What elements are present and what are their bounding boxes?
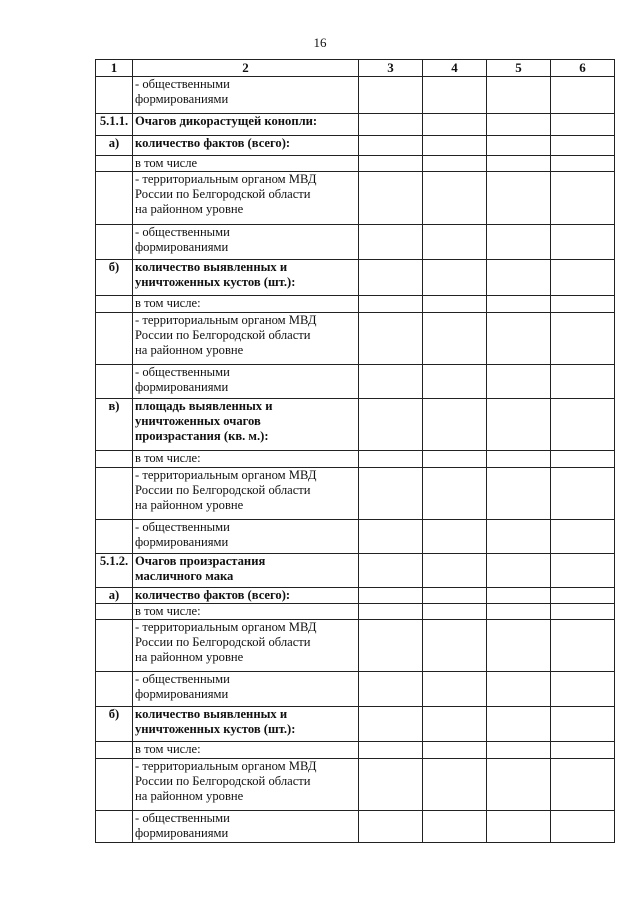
- table-body: [96, 77, 615, 843]
- row-description: [133, 811, 359, 843]
- row-description: [133, 742, 359, 759]
- value-cell-col-6: [551, 172, 615, 225]
- row-number: [96, 759, 133, 811]
- row-number: а): [96, 588, 133, 604]
- description-line: уничтоженных кустов (шт.):: [135, 722, 296, 736]
- value-cell-col-6: [551, 114, 615, 136]
- row-description: [133, 468, 359, 520]
- row-number: [96, 620, 133, 672]
- value-cell-col-3: [359, 588, 423, 604]
- description-line: Очагов произрастания: [135, 554, 266, 568]
- table-row: [96, 759, 615, 811]
- value-cell-col-3: [359, 520, 423, 554]
- value-cell-col-4: [423, 156, 487, 172]
- value-cell-col-6: [551, 520, 615, 554]
- value-cell-col-4: [423, 365, 487, 399]
- value-cell-col-3: [359, 742, 423, 759]
- value-cell-col-5: [487, 156, 551, 172]
- table-row: [96, 156, 615, 172]
- row-description: [133, 399, 359, 451]
- value-cell-col-6: [551, 742, 615, 759]
- header-col-4: 4: [423, 60, 487, 77]
- value-cell-col-4: [423, 707, 487, 742]
- row-number: [96, 520, 133, 554]
- description-line: в том числе:: [135, 604, 201, 618]
- description-line: площадь выявленных и: [135, 399, 273, 413]
- description-line: в том числе:: [135, 296, 201, 310]
- value-cell-col-3: [359, 468, 423, 520]
- description-line: России по Белгородской области: [135, 635, 311, 649]
- row-number: б): [96, 260, 133, 296]
- description-line: на районном уровне: [135, 343, 244, 357]
- value-cell-col-6: [551, 554, 615, 588]
- row-description: [133, 172, 359, 225]
- description-line: - территориальным органом МВД: [135, 759, 317, 773]
- row-number: [96, 225, 133, 260]
- value-cell-col-3: [359, 451, 423, 468]
- description-line: формированиями: [135, 687, 229, 701]
- row-number: [96, 468, 133, 520]
- description-line: количество фактов (всего):: [135, 588, 291, 602]
- row-description: [133, 672, 359, 707]
- description-line: на районном уровне: [135, 789, 244, 803]
- description-line: - общественными: [135, 365, 230, 379]
- value-cell-col-5: [487, 620, 551, 672]
- value-cell-col-6: [551, 156, 615, 172]
- description-line: на районном уровне: [135, 202, 244, 216]
- row-description: [133, 365, 359, 399]
- value-cell-col-3: [359, 225, 423, 260]
- value-cell-col-4: [423, 136, 487, 156]
- table-row: [96, 114, 615, 136]
- value-cell-col-6: [551, 136, 615, 156]
- value-cell-col-4: [423, 260, 487, 296]
- row-description: [133, 759, 359, 811]
- row-number: [96, 742, 133, 759]
- value-cell-col-3: [359, 296, 423, 313]
- header-col-6: 6: [551, 60, 615, 77]
- value-cell-col-3: [359, 759, 423, 811]
- page-number: 16: [313, 35, 327, 50]
- row-description: [133, 77, 359, 114]
- description-line: России по Белгородской области: [135, 187, 311, 201]
- value-cell-col-5: [487, 365, 551, 399]
- description-line: России по Белгородской области: [135, 328, 311, 342]
- description-line: в том числе: [135, 156, 198, 170]
- table-row: [96, 172, 615, 225]
- row-description: [133, 136, 359, 156]
- description-line: формированиями: [135, 380, 229, 394]
- value-cell-col-5: [487, 759, 551, 811]
- table-row: [96, 399, 615, 451]
- row-number: [96, 811, 133, 843]
- description-line: - общественными: [135, 77, 230, 91]
- row-description: [133, 604, 359, 620]
- row-number: [96, 313, 133, 365]
- description-line: на районном уровне: [135, 498, 244, 512]
- value-cell-col-4: [423, 225, 487, 260]
- value-cell-col-4: [423, 811, 487, 843]
- row-description: [133, 554, 359, 588]
- value-cell-col-3: [359, 707, 423, 742]
- description-line: - территориальным органом МВД: [135, 620, 317, 634]
- value-cell-col-3: [359, 554, 423, 588]
- description-line: - общественными: [135, 672, 230, 686]
- row-number: 5.1.1.: [96, 114, 133, 136]
- description-line: - территориальным органом МВД: [135, 313, 317, 327]
- table-row: [96, 811, 615, 843]
- value-cell-col-5: [487, 136, 551, 156]
- row-number: 5.1.2.: [96, 554, 133, 588]
- value-cell-col-6: [551, 604, 615, 620]
- description-line: в том числе:: [135, 742, 201, 756]
- description-line: формированиями: [135, 535, 229, 549]
- value-cell-col-4: [423, 604, 487, 620]
- value-cell-col-3: [359, 672, 423, 707]
- description-line: произрастания (кв. м.):: [135, 429, 269, 443]
- header-col-1: 1: [96, 60, 133, 77]
- row-description: [133, 313, 359, 365]
- row-description: [133, 520, 359, 554]
- value-cell-col-5: [487, 672, 551, 707]
- table-row: [96, 672, 615, 707]
- value-cell-col-6: [551, 620, 615, 672]
- value-cell-col-3: [359, 260, 423, 296]
- value-cell-col-5: [487, 296, 551, 313]
- value-cell-col-5: [487, 313, 551, 365]
- description-line: - общественными: [135, 520, 230, 534]
- value-cell-col-6: [551, 451, 615, 468]
- value-cell-col-4: [423, 172, 487, 225]
- description-line: - общественными: [135, 811, 230, 825]
- value-cell-col-4: [423, 588, 487, 604]
- row-description: [133, 260, 359, 296]
- row-number: [96, 451, 133, 468]
- description-line: количество выявленных и: [135, 707, 288, 721]
- description-line: в том числе:: [135, 451, 201, 465]
- row-description: [133, 707, 359, 742]
- value-cell-col-6: [551, 77, 615, 114]
- row-number: а): [96, 136, 133, 156]
- header-col-5: 5: [487, 60, 551, 77]
- header-row: [96, 60, 615, 77]
- value-cell-col-4: [423, 620, 487, 672]
- table-row: [96, 296, 615, 313]
- value-cell-col-4: [423, 520, 487, 554]
- row-description: [133, 620, 359, 672]
- value-cell-col-3: [359, 77, 423, 114]
- table-row: [96, 225, 615, 260]
- value-cell-col-4: [423, 451, 487, 468]
- value-cell-col-6: [551, 759, 615, 811]
- description-line: уничтоженных очагов: [135, 414, 261, 428]
- value-cell-col-5: [487, 114, 551, 136]
- table-row: [96, 313, 615, 365]
- description-line: - общественными: [135, 225, 230, 239]
- value-cell-col-4: [423, 114, 487, 136]
- row-number: [96, 365, 133, 399]
- row-description: [133, 451, 359, 468]
- value-cell-col-6: [551, 468, 615, 520]
- value-cell-col-5: [487, 707, 551, 742]
- row-number: [96, 77, 133, 114]
- value-cell-col-5: [487, 172, 551, 225]
- description-line: России по Белгородской области: [135, 483, 311, 497]
- table-row: [96, 260, 615, 296]
- value-cell-col-5: [487, 451, 551, 468]
- row-description: [133, 225, 359, 260]
- description-line: Очагов дикорастущей конопли:: [135, 114, 318, 128]
- description-line: количество фактов (всего):: [135, 136, 291, 150]
- description-line: на районном уровне: [135, 650, 244, 664]
- value-cell-col-3: [359, 620, 423, 672]
- header-col-3: 3: [359, 60, 423, 77]
- value-cell-col-5: [487, 811, 551, 843]
- value-cell-col-6: [551, 296, 615, 313]
- row-number: [96, 296, 133, 313]
- value-cell-col-3: [359, 399, 423, 451]
- value-cell-col-6: [551, 672, 615, 707]
- row-number: б): [96, 707, 133, 742]
- row-description: [133, 156, 359, 172]
- row-number: [96, 172, 133, 225]
- table-row: [96, 365, 615, 399]
- row-number: [96, 672, 133, 707]
- value-cell-col-6: [551, 399, 615, 451]
- description-line: масличного мака: [135, 569, 234, 583]
- value-cell-col-6: [551, 225, 615, 260]
- value-cell-col-4: [423, 759, 487, 811]
- value-cell-col-3: [359, 156, 423, 172]
- row-description: [133, 296, 359, 313]
- row-description: [133, 114, 359, 136]
- value-cell-col-5: [487, 742, 551, 759]
- value-cell-col-5: [487, 554, 551, 588]
- table-row: [96, 620, 615, 672]
- description-line: формированиями: [135, 826, 229, 840]
- value-cell-col-4: [423, 77, 487, 114]
- table-row: [96, 520, 615, 554]
- description-line: количество выявленных и: [135, 260, 288, 274]
- report-table: [95, 59, 615, 843]
- value-cell-col-3: [359, 365, 423, 399]
- table-row: [96, 136, 615, 156]
- description-line: формированиями: [135, 92, 229, 106]
- value-cell-col-3: [359, 136, 423, 156]
- row-number: в): [96, 399, 133, 451]
- row-number: [96, 156, 133, 172]
- table-row: [96, 604, 615, 620]
- table-row: [96, 451, 615, 468]
- value-cell-col-6: [551, 811, 615, 843]
- value-cell-col-3: [359, 313, 423, 365]
- value-cell-col-3: [359, 604, 423, 620]
- table-row: [96, 588, 615, 604]
- value-cell-col-3: [359, 114, 423, 136]
- value-cell-col-4: [423, 742, 487, 759]
- table-row: [96, 77, 615, 114]
- value-cell-col-5: [487, 225, 551, 260]
- description-line: - территориальным органом МВД: [135, 468, 317, 482]
- value-cell-col-4: [423, 672, 487, 707]
- description-line: формированиями: [135, 240, 229, 254]
- value-cell-col-6: [551, 707, 615, 742]
- value-cell-col-4: [423, 554, 487, 588]
- description-line: уничтоженных кустов (шт.):: [135, 275, 296, 289]
- value-cell-col-4: [423, 296, 487, 313]
- table-row: [96, 554, 615, 588]
- value-cell-col-5: [487, 604, 551, 620]
- row-description: [133, 588, 359, 604]
- value-cell-col-3: [359, 172, 423, 225]
- description-line: - территориальным органом МВД: [135, 172, 317, 186]
- value-cell-col-4: [423, 313, 487, 365]
- value-cell-col-6: [551, 365, 615, 399]
- value-cell-col-5: [487, 588, 551, 604]
- description-line: России по Белгородской области: [135, 774, 311, 788]
- value-cell-col-5: [487, 399, 551, 451]
- value-cell-col-3: [359, 811, 423, 843]
- row-number: [96, 604, 133, 620]
- value-cell-col-5: [487, 77, 551, 114]
- header-col-2: 2: [133, 60, 359, 77]
- value-cell-col-6: [551, 588, 615, 604]
- value-cell-col-5: [487, 520, 551, 554]
- table-row: [96, 742, 615, 759]
- table-row: [96, 707, 615, 742]
- value-cell-col-4: [423, 468, 487, 520]
- table-row: [96, 468, 615, 520]
- value-cell-col-6: [551, 313, 615, 365]
- value-cell-col-5: [487, 260, 551, 296]
- value-cell-col-4: [423, 399, 487, 451]
- value-cell-col-6: [551, 260, 615, 296]
- value-cell-col-5: [487, 468, 551, 520]
